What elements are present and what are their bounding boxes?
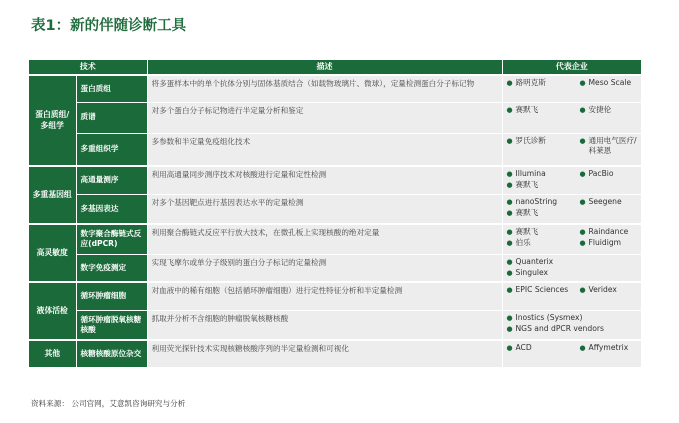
bullet-icon: ● — [506, 197, 513, 206]
table-row — [29, 282, 641, 310]
technology-cell: 数字聚合酶链式反应(dPCR) — [76, 224, 147, 254]
company-item: ● 安捷伦 — [579, 104, 612, 114]
table-row — [29, 75, 641, 102]
bullet-icon: ● — [506, 136, 513, 145]
header-technology: 技术 — [29, 60, 147, 75]
header-companies: 代表企业 — [502, 60, 641, 75]
bullet-icon: ● — [579, 239, 586, 247]
companion-diagnostics-table — [29, 60, 641, 369]
bullet-icon: ● — [506, 324, 513, 333]
bullet-icon: ● — [506, 208, 513, 217]
company-item: ● EPIC Sciences — [506, 285, 569, 294]
description-cell: 将多蛋样本中的单个抗体分别与固体基质结合（如载物玻璃片、微球），定量检测蛋白分子标记物 — [147, 75, 502, 102]
bullet-icon: ● — [506, 313, 513, 322]
table-row — [29, 340, 641, 368]
companies-cell — [502, 75, 641, 102]
table-row — [29, 133, 641, 166]
bullet-icon: ● — [506, 239, 513, 247]
table-row — [29, 254, 641, 282]
description-cell: 多参数和半定量免疫组化技术 — [147, 133, 502, 166]
bullet-icon: ● — [506, 286, 513, 294]
companies-cell — [502, 224, 641, 254]
bullet-icon: ● — [579, 136, 586, 145]
category-multigene: 多重基因组 — [29, 166, 76, 224]
company-item: ● 伯乐 — [506, 238, 531, 247]
company-item: ● 罗氏诊断 — [506, 135, 546, 145]
bullet-icon: ● — [506, 181, 513, 189]
bullet-icon: ● — [506, 228, 513, 236]
company-item: ● PacBio — [579, 169, 614, 178]
company-item: ● Inostics (Sysmex) — [506, 312, 583, 322]
bullet-icon: ● — [579, 228, 586, 236]
description-cell: 对多个基因靶点进行基因表达水平的定量检测 — [147, 194, 502, 224]
bullet-icon: ● — [579, 197, 586, 206]
companies-cell — [502, 310, 641, 340]
description-cell: 对血液中的稀有细胞（包括循环肿瘤细胞）进行定性特征分析和半定量检测 — [147, 282, 502, 310]
companies-cell — [502, 282, 641, 310]
company-item: ● Raindance — [579, 227, 629, 236]
company-item: ● NGS and dPCR vendors — [506, 323, 604, 333]
category-other: 其他 — [29, 340, 76, 368]
company-item: ● 赛默飞 — [506, 207, 539, 217]
technology-cell: 质谱 — [76, 102, 147, 133]
category-liquid: 液体活检 — [29, 282, 76, 340]
bullet-icon: ● — [579, 344, 586, 352]
companies-cell — [502, 166, 641, 194]
description-cell: 利用荧光探针技术实现核糖核酸序列的半定量检测和可视化 — [147, 340, 502, 368]
company-item: ● Fluidigm — [579, 238, 622, 247]
bullet-icon: ● — [506, 79, 513, 87]
description-cell: 实现飞摩尔或单分子级别的蛋白分子标记的定量检测 — [147, 254, 502, 282]
company-item: ● Seegene — [579, 196, 622, 206]
company-item: ● nanoString — [506, 196, 558, 206]
table-row — [29, 194, 641, 224]
table-row — [29, 310, 641, 340]
bullet-icon: ● — [506, 105, 513, 114]
companies-cell — [502, 340, 641, 368]
bullet-icon: ● — [579, 170, 586, 178]
table-row — [29, 102, 641, 133]
bullet-icon: ● — [506, 257, 513, 266]
company-item: ● Veridex — [579, 285, 617, 294]
table-row — [29, 166, 641, 194]
technology-cell: 高通量测序 — [76, 166, 147, 194]
bullet-icon: ● — [506, 344, 513, 352]
bullet-icon: ● — [579, 286, 586, 294]
company-item: ● Quanterix — [506, 256, 554, 266]
company-item: ● 路明克斯 — [506, 78, 546, 87]
table-header-row — [29, 60, 641, 75]
companies-cell — [502, 254, 641, 282]
company-item: ● 赛默飞 — [506, 227, 539, 236]
companies-cell — [502, 194, 641, 224]
table-title: 表1：新的伴随诊断工具 — [31, 18, 187, 34]
technology-cell: 蛋白质组 — [76, 75, 147, 102]
company-item: ● Affymetrix — [579, 343, 629, 352]
company-item: ● Illumina — [506, 169, 546, 178]
company-item: ● Meso Scale — [579, 78, 632, 87]
companies-cell — [502, 133, 641, 166]
bullet-icon: ● — [506, 268, 513, 277]
technology-cell: 核糖核酸原位杂交 — [76, 340, 147, 368]
table-row — [29, 224, 641, 254]
companies-cell — [502, 102, 641, 133]
technology-cell: 多重组织学 — [76, 133, 147, 166]
description-cell: 对多个蛋白分子标记物进行半定量分析和鉴定 — [147, 102, 502, 133]
technology-cell: 循环肿瘤脱氧核糖核酸 — [76, 310, 147, 340]
category-protein: 蛋白质组/多组学 — [29, 75, 76, 166]
company-item: ● 赛默飞 — [506, 104, 539, 114]
description-cell: 利用高通量同步测序技术对核酸进行定量和定性检测 — [147, 166, 502, 194]
technology-cell: 循环肿瘤细胞 — [76, 282, 147, 310]
header-description: 描述 — [147, 60, 502, 75]
bullet-icon: ● — [579, 79, 586, 87]
technology-cell: 多基因表达 — [76, 194, 147, 224]
company-item: ● ACD — [506, 343, 532, 352]
bullet-icon: ● — [579, 105, 586, 114]
technology-cell: 数字免疫测定 — [76, 254, 147, 282]
bullet-icon: ● — [506, 170, 513, 178]
category-highsens: 高灵敏度 — [29, 224, 76, 282]
description-cell: 抓取并分析不含细胞的肿瘤脱氧核糖核酸 — [147, 310, 502, 340]
source-note: 资料来源： 公司官网，艾意凯咨询研究与分析 — [31, 399, 186, 408]
company-item: ● 赛默飞 — [506, 180, 539, 189]
company-item: ● 通用电气医疗/科莱恩 — [579, 135, 637, 155]
company-item: ● Singulex — [506, 267, 549, 277]
description-cell: 利用聚合酶链式反应平行放大技术，在微孔板上实现核酸的绝对定量 — [147, 224, 502, 254]
